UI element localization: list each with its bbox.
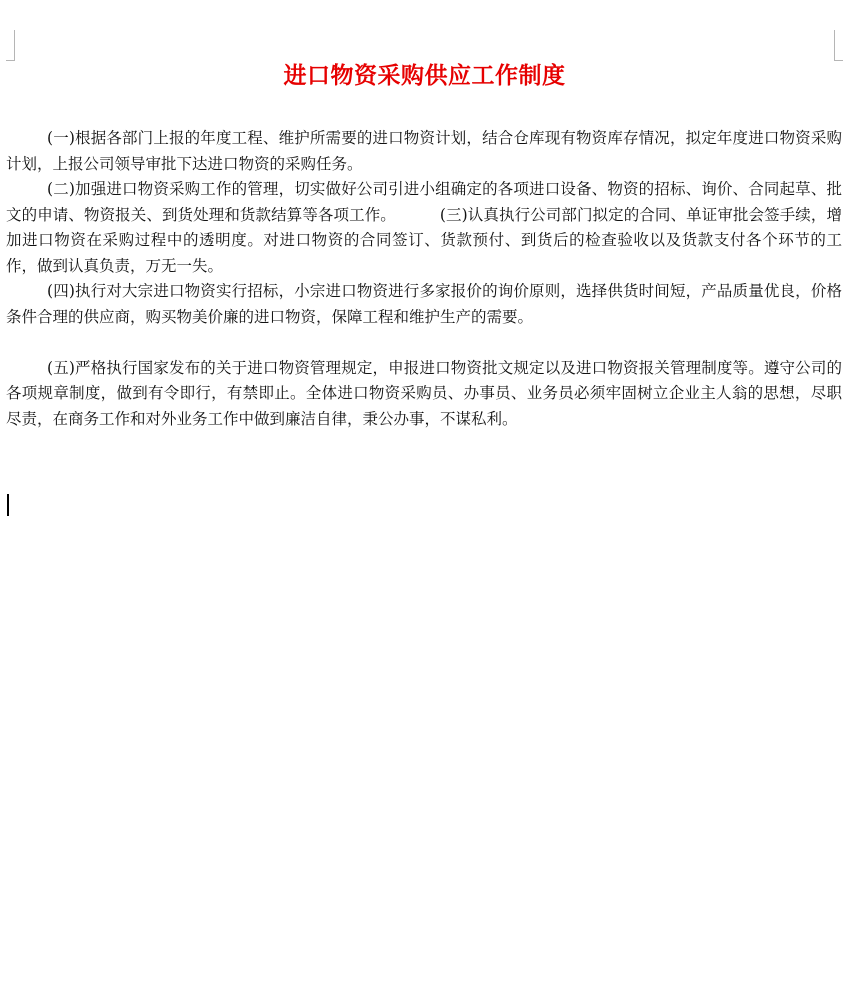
- paragraph-2[interactable]: (二)加强进口物资采购工作的管理，切实做好公司引进小组确定的各项进口设备、物资的招标、询价、合同起草、批文的申请、物资报关、到货处理和货款结算等各项工作。: [6, 180, 842, 224]
- document-body[interactable]: [6, 126, 842, 432]
- paragraph-5[interactable]: (五)严格执行国家发布的关于进口物资管理规定，申报进口物资批文规定以及进口物资报关管理制度等。遵守公司的各项规章制度，做到有令即行，有禁即止。全体进口物资采购员、办事员、业务员必须牢固树立企业主人翁的思想，尽职尽责，在商务工作和对外业务工作中做到廉洁自律，秉公办事，不谋私利。: [6, 358, 842, 428]
- paragraph-3[interactable]: (三)认真执行公司部门拟定的合同、单证审批会签手续，增加进口物资在采购过程中的透明度。对进口物资的合同签订、货款预付、到货后的检查验收以及货款支付各个环节的工作，做到认真负责，万无一失。: [6, 205, 842, 275]
- page-corner-mark-right: [834, 30, 843, 61]
- paragraph-4[interactable]: (四)执行对大宗进口物资实行招标，小宗进口物资进行多家报价的询价原则，选择供货时间短，产品质量优良，价格条件合理的供应商，购买物美价廉的进口物资，保障工程和维护生产的需要。: [6, 282, 842, 326]
- paragraph-2-3[interactable]: [6, 177, 842, 279]
- empty-line[interactable]: [6, 330, 842, 356]
- paragraph-1[interactable]: (一)根据各部门上报的年度工程、维护所需要的进口物资计划，结合仓库现有物资库存情况，拟定年度进口物资采购计划，上报公司领导审批下达进口物资的采购任务。: [6, 129, 842, 173]
- page-corner-mark-left: [6, 30, 15, 61]
- document-title[interactable]: 进口物资采购供应工作制度: [283, 63, 566, 89]
- text-cursor: [7, 494, 9, 516]
